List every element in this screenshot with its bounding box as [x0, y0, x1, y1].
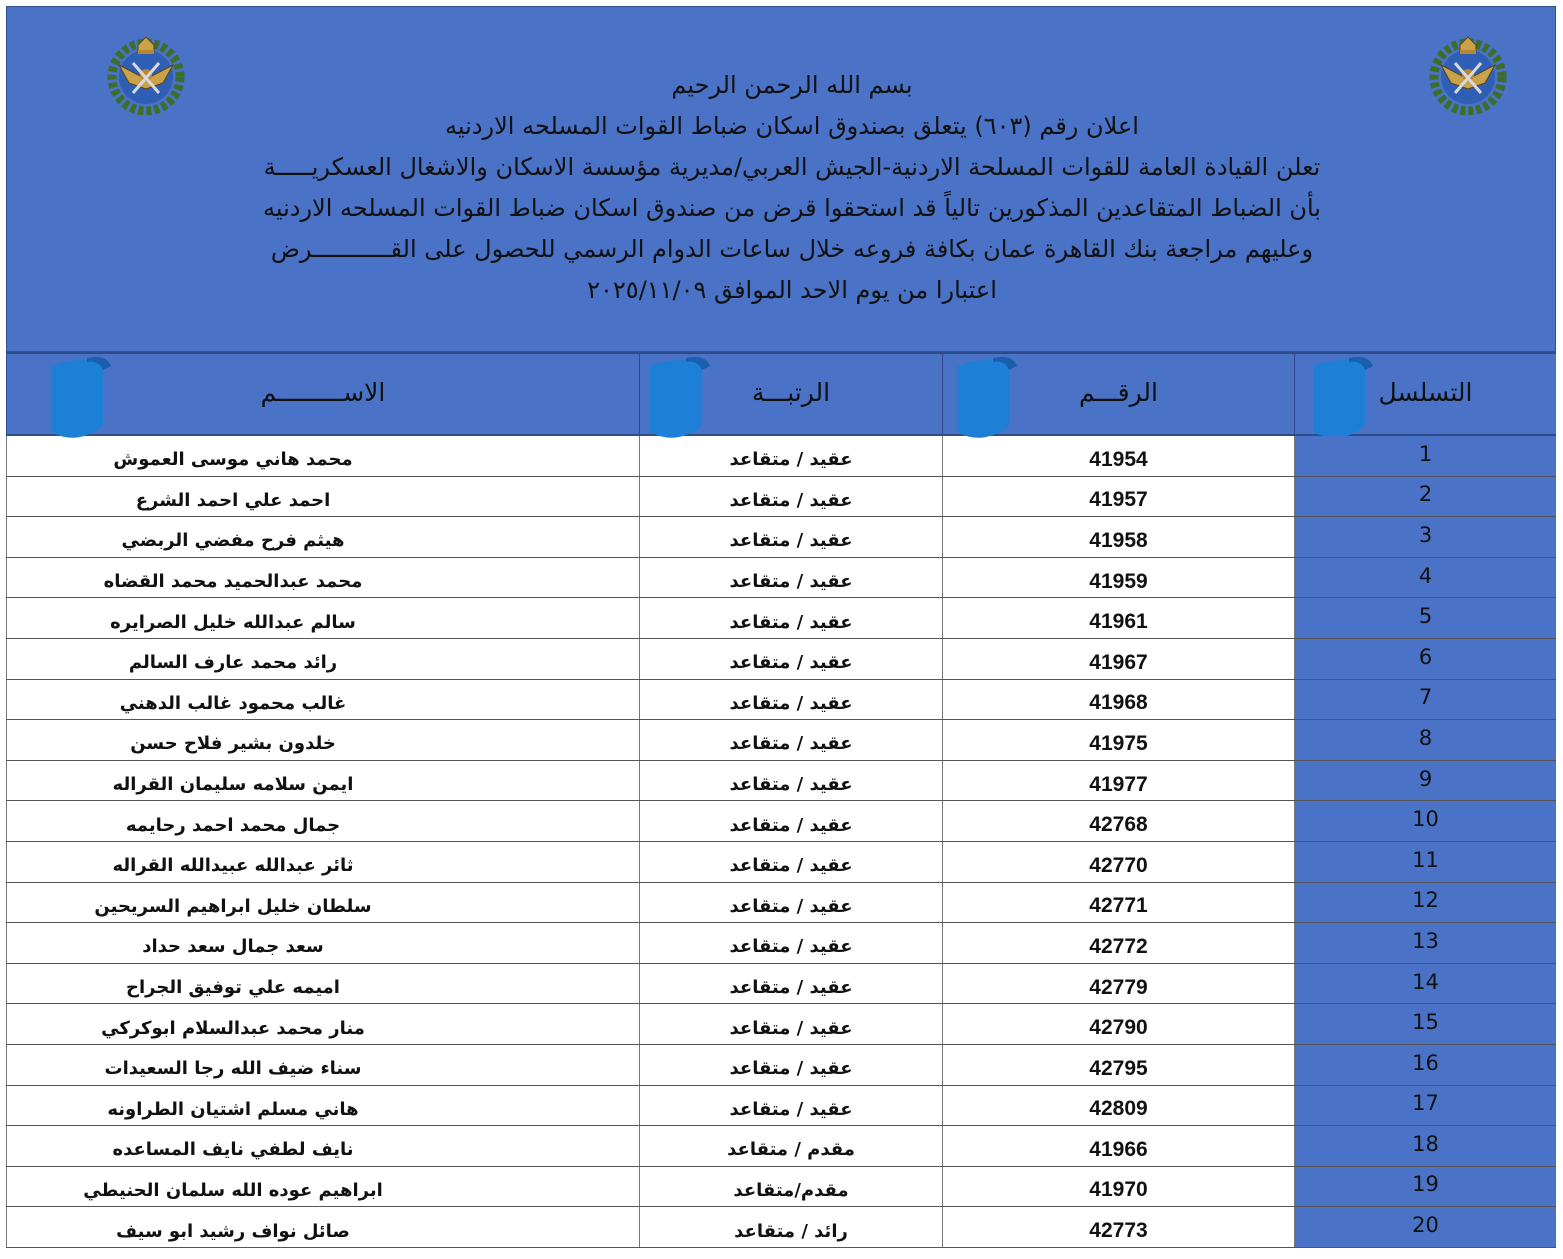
- rank-cell: مقدم/متقاعد: [639, 1167, 942, 1207]
- number-cell: 42772: [942, 923, 1294, 963]
- rank-cell: مقدم / متقاعد: [639, 1126, 942, 1166]
- rank-cell: عقيد / متقاعد: [639, 477, 942, 517]
- rank-cell: عقيد / متقاعد: [639, 1004, 942, 1044]
- rank-cell: عقيد / متقاعد: [639, 436, 942, 476]
- table-row: [6, 1004, 1556, 1045]
- table-row: [6, 1045, 1556, 1086]
- number-cell: 41954: [942, 436, 1294, 476]
- name-cell: اميمه علي توفيق الجراح: [6, 964, 639, 1004]
- rank-cell: عقيد / متقاعد: [639, 761, 942, 801]
- column-label: الاســـــــــم: [260, 378, 386, 407]
- rank-cell: رائد / متقاعد: [639, 1207, 942, 1247]
- rank-cell: عقيد / متقاعد: [639, 558, 942, 598]
- table-row: [6, 761, 1556, 802]
- seq-cell: 12: [1294, 883, 1556, 923]
- table-row: [6, 1167, 1556, 1208]
- number-cell: 41970: [942, 1167, 1294, 1207]
- number-cell: 41975: [942, 720, 1294, 760]
- table-row: [6, 964, 1556, 1005]
- announcement-line: بأن الضباط المتقاعدين المذكورين تالياً قد استحقوا قرض من صندوق اسكان ضباط القوات المسلحه الاردنيه: [262, 194, 1321, 222]
- seq-cell: 1: [1294, 436, 1556, 476]
- officers-table: [6, 436, 1556, 1248]
- number-cell: 41967: [942, 639, 1294, 679]
- column-header-seq: [1294, 354, 1556, 434]
- column-label: التسلسل: [1378, 378, 1473, 407]
- number-cell: 41968: [942, 680, 1294, 720]
- seq-cell: 19: [1294, 1167, 1556, 1207]
- rank-cell: عقيد / متقاعد: [639, 964, 942, 1004]
- seq-cell: 15: [1294, 1004, 1556, 1044]
- number-cell: 42773: [942, 1207, 1294, 1247]
- table-row: [6, 842, 1556, 883]
- seq-cell: 6: [1294, 639, 1556, 679]
- announcement-header: [6, 6, 1556, 352]
- number-cell: 42790: [942, 1004, 1294, 1044]
- announcement-text: [167, 65, 1417, 311]
- rank-cell: عقيد / متقاعد: [639, 883, 942, 923]
- number-cell: 41966: [942, 1126, 1294, 1166]
- name-cell: سلطان خليل ابراهيم السريحين: [6, 883, 639, 923]
- number-cell: 42768: [942, 801, 1294, 841]
- seq-cell: 7: [1294, 680, 1556, 720]
- name-cell: سعد جمال سعد حداد: [6, 923, 639, 963]
- rank-cell: عقيد / متقاعد: [639, 720, 942, 760]
- seq-cell: 17: [1294, 1086, 1556, 1126]
- table-row: [6, 720, 1556, 761]
- name-cell: هيثم فرح مفضي الربضي: [6, 517, 639, 557]
- name-cell: صائل نواف رشيد ابو سيف: [6, 1207, 639, 1247]
- table-row: [6, 436, 1556, 477]
- rank-cell: عقيد / متقاعد: [639, 639, 942, 679]
- basmala: بسم الله الرحمن الرحيم: [671, 71, 913, 99]
- table-row: [6, 1086, 1556, 1127]
- table-row: [6, 598, 1556, 639]
- name-cell: سالم عبدالله خليل الصرايره: [6, 598, 639, 638]
- seq-cell: 18: [1294, 1126, 1556, 1166]
- name-cell: جمال محمد احمد رحايمه: [6, 801, 639, 841]
- number-cell: 42779: [942, 964, 1294, 1004]
- rank-cell: عقيد / متقاعد: [639, 1045, 942, 1085]
- seq-cell: 4: [1294, 558, 1556, 598]
- announcement-date-line: اعتبارا من يوم الاحد الموافق ٢٠٢٥/١١/٠٩: [587, 276, 997, 304]
- number-cell: 41957: [942, 477, 1294, 517]
- table-row: [6, 639, 1556, 680]
- seq-cell: 3: [1294, 517, 1556, 557]
- name-cell: خلدون بشير فلاح حسن: [6, 720, 639, 760]
- name-cell: ابراهيم عوده الله سلمان الحنيطي: [6, 1167, 639, 1207]
- seq-cell: 13: [1294, 923, 1556, 963]
- name-cell: سناء ضيف الله رجا السعيدات: [6, 1045, 639, 1085]
- number-cell: 41961: [942, 598, 1294, 638]
- name-cell: غالب محمود غالب الدهني: [6, 680, 639, 720]
- table-row: [6, 477, 1556, 518]
- name-cell: احمد علي احمد الشرع: [6, 477, 639, 517]
- seq-cell: 2: [1294, 477, 1556, 517]
- emblem-icon: [1427, 33, 1509, 115]
- column-header-rank: [639, 354, 942, 434]
- seq-cell: 8: [1294, 720, 1556, 760]
- number-cell: 42771: [942, 883, 1294, 923]
- name-cell: ثائر عبدالله عبيدالله القراله: [6, 842, 639, 882]
- table-row: [6, 680, 1556, 721]
- table-row: [6, 1207, 1556, 1248]
- column-label: الرتبـــة: [751, 378, 831, 407]
- table-row: [6, 1126, 1556, 1167]
- rank-cell: عقيد / متقاعد: [639, 842, 942, 882]
- seq-cell: 14: [1294, 964, 1556, 1004]
- announcement-line: تعلن القيادة العامة للقوات المسلحة الاردنية-الجيش العربي/مديرية مؤسسة الاسكان والاشغال العسكريـــــة: [263, 153, 1321, 181]
- table-row: [6, 558, 1556, 599]
- seq-cell: 9: [1294, 761, 1556, 801]
- seq-cell: 11: [1294, 842, 1556, 882]
- name-cell: منار محمد عبدالسلام ابوكركي: [6, 1004, 639, 1044]
- rank-cell: عقيد / متقاعد: [639, 801, 942, 841]
- name-cell: محمد عبدالحميد محمد القضاه: [6, 558, 639, 598]
- seq-cell: 5: [1294, 598, 1556, 638]
- name-cell: رائد محمد عارف السالم: [6, 639, 639, 679]
- rank-cell: عقيد / متقاعد: [639, 1086, 942, 1126]
- number-cell: 42809: [942, 1086, 1294, 1126]
- table-row: [6, 923, 1556, 964]
- rank-cell: عقيد / متقاعد: [639, 517, 942, 557]
- number-cell: 41977: [942, 761, 1294, 801]
- seq-cell: 10: [1294, 801, 1556, 841]
- rank-cell: عقيد / متقاعد: [639, 680, 942, 720]
- number-cell: 41958: [942, 517, 1294, 557]
- rank-cell: عقيد / متقاعد: [639, 923, 942, 963]
- table-header: [6, 352, 1556, 436]
- table-row: [6, 801, 1556, 842]
- rank-cell: عقيد / متقاعد: [639, 598, 942, 638]
- name-cell: ايمن سلامه سليمان القراله: [6, 761, 639, 801]
- seq-cell: 20: [1294, 1207, 1556, 1247]
- announcement-line: وعليهم مراجعة بنك القاهرة عمان بكافة فروعه خلال ساعات الدوام الرسمي للحصول على القـــــــــــرض: [270, 235, 1314, 263]
- announcement-title: اعلان رقم (٦٠٣) يتعلق بصندوق اسكان ضباط القوات المسلحه الاردنيه: [445, 112, 1139, 140]
- column-label: الرقـــم: [1079, 378, 1158, 407]
- column-header-name: [6, 354, 639, 434]
- name-cell: هاني مسلم اشتيان الطراونه: [6, 1086, 639, 1126]
- number-cell: 42770: [942, 842, 1294, 882]
- name-cell: نايف لطفي نايف المساعده: [6, 1126, 639, 1166]
- name-cell: محمد هاني موسى العموش: [6, 436, 639, 476]
- table-row: [6, 883, 1556, 924]
- table-row: [6, 517, 1556, 558]
- column-header-number: [942, 354, 1294, 434]
- number-cell: 41959: [942, 558, 1294, 598]
- seq-cell: 16: [1294, 1045, 1556, 1085]
- number-cell: 42795: [942, 1045, 1294, 1085]
